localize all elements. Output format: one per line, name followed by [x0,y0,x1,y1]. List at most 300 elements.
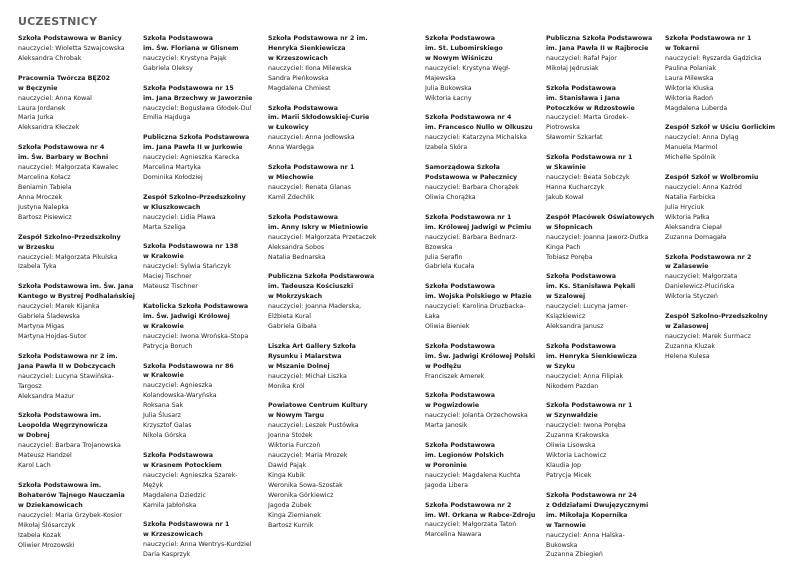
student-name: Weronika Sowa-Szostak [268,481,343,489]
student-name: Aleksandra Ciepał [665,223,722,231]
teacher-line: nauczyciel: Anna Wentrys-Kurdziel [143,541,252,549]
school-name-line: Szkoła Podstawowa nr 15 [143,84,234,92]
school-name-line: Szkoła Podstawowa nr 2 im. [268,35,368,42]
student-name: Anna Mroczek [18,193,63,201]
school-name-line: im. Francesco Nullo w Olkuszu [425,124,533,132]
teacher-line: nauczyciel: Lucyna Stawińska- [18,372,114,380]
school-name-line: w Zalasowej [665,323,709,331]
school-name-line: im. Św. Floriana w Glisnem [143,44,239,52]
school-name-line: Szkoła Podstawowa [425,35,495,42]
school-name-line: Publiczna Szkoła Podstawowa [546,35,653,42]
school-name-line: w Tarnowie [546,521,586,529]
school-entry [143,451,271,511]
student-name: Izabela Kozak [18,531,61,539]
school-name-line: w Krakowie [143,322,184,330]
student-name: Klaudia Jop [546,462,582,470]
school-entry [143,84,271,124]
student-name: Martyna Migas [18,323,65,331]
school-name-line: w Szyku [546,362,575,370]
student-name: Julia Bukowska [425,84,472,92]
student-name: Zuzanna Kluzak [665,342,715,350]
student-name: Oliwier Mrozowski [18,541,75,549]
student-name: Weronika Górkiewicz [268,491,334,499]
teacher-line: nauczyciel: Anna Filipiak [546,372,624,380]
teacher-line: nauczyciel: Lucyna Jamer- [546,303,628,311]
student-name: Justyna Nalepka [18,203,69,211]
student-name: Nikola Górska [143,432,187,440]
student-name: Gabriela Gibała [268,323,317,331]
student-name: Anna Wardęga [268,144,315,152]
student-name: Aleksandra Kłeczek [18,124,80,132]
school-name-line: Zespół Szkolno-Przedszkolny [18,233,121,241]
school-name-line: w Krakowie [143,253,184,261]
student-name: Patrycja Boruch [143,342,193,350]
school-name-line: Pracownia Twórcza BĘZ02 [18,74,111,82]
student-name: Wiktoria Kluska [665,84,714,92]
school-name-line: w Pogwizdowie [425,402,480,410]
student-name: Izabela Tyka [18,263,57,271]
student-name: Zuzanna Domagała [665,233,727,241]
teacher-line: nauczyciel: Barbara Bednarz- [425,233,518,241]
school-name-line: Zespół Placówek Oświatowych [546,213,655,221]
teacher-line: nauczyciel: Jolanta Orzechowska [425,412,528,420]
school-name-line: Zespół Szkół w Uściu Gorlickim [665,124,776,132]
school-entry [18,143,146,223]
school-entry [425,441,553,491]
teacher-line: nauczyciel: Maria Grzybek-Kosior [18,511,123,519]
school-name-line: w Tokarni [665,44,699,52]
school-name-line: Szkoła Podstawowa nr 24 [546,491,637,499]
teacher-line: nauczyciel: Ryszarda Gądzicka [665,54,762,62]
student-name: Mikołaj Jędrusiak [546,64,599,72]
school-name-line: Samorządowa Szkoła [425,164,500,172]
school-name-line: Publiczna Szkoła Podstawowa [143,134,250,142]
student-name: Bartosz Pisiewicz [18,213,72,221]
school-entry [546,213,674,263]
student-name: Aleksandra Janusz [546,323,604,331]
school-name-line: w Łukowicy [268,124,309,132]
school-entry [18,352,146,402]
school-entry [425,501,553,541]
student-name: Oliwia Lisowska [546,442,596,450]
teacher-line: nauczyciel: Joanna Maderska, [268,303,362,311]
school-name-line: im. Anny Iskry w Mietniowie [268,223,369,231]
student-name: Franciszek Amerek [425,372,485,380]
school-name-line: w Zalasewie [665,263,709,271]
teacher-line: nauczyciel: Katarzyna Michalska [425,134,527,142]
teacher-line: nauczyciel: Anna Halska- [546,531,625,539]
student-name: Wiktoria Lachowicz [546,452,607,460]
school-name-line: z Oddziałami Dwujęzycznymi [546,501,649,509]
school-name-line: Szkoła Podstawowa im. Św. Jana [18,283,134,291]
school-entry [143,242,271,292]
student-name: Laura Jordanek [18,104,66,112]
student-name: Elżbieta Kural [268,313,311,321]
teacher-line: nauczyciel: Leszek Pustówka [268,422,359,430]
school-name-line: Katolicka Szkoła Podstawowa [143,302,249,310]
student-name: Marta Szeliga [143,223,186,231]
teacher-line: nauczyciel: Iwona Poręba [546,422,626,430]
student-name: Tobiasz Poręba [546,253,593,261]
teacher-line: nauczyciel: Anna Kowal [18,94,92,102]
school-entry [268,213,396,263]
student-name: Julia Hryciuk [665,203,705,211]
school-name-line: im. Królowej Jadwigi w Pcimiu [425,223,532,231]
school-entry [18,233,146,273]
school-name-line: Szkoła Podstawowa nr 1 [268,164,355,172]
school-name-line: im. Św. Barbary w Bochni [18,154,109,162]
school-name-line: Szkoła Podstawowa [268,213,338,221]
teacher-line: nauczyciel: Marek Surmacz [665,332,751,340]
school-name-line: im. Wł. Orkana w Rabce-Zdroju [425,511,536,519]
teacher-line: nauczyciel: Krystyna Pająk [143,54,227,62]
student-name: Mężyk [143,481,163,489]
teacher-line: nauczyciel: Marta Grodek- [546,114,629,122]
student-name: Roksana Sak [143,402,184,410]
school-name-line: Szkoła Podstawowa nr 138 [143,243,239,251]
school-entry [665,123,793,163]
teacher-line: nauczyciel: Beata Sobczyk [546,174,630,182]
student-name: Julia Serafin [425,253,463,261]
teacher-line: nauczyciel: Barbara Chorążek [425,183,519,191]
teacher-line: nauczyciel: Małgorzata Kawalec [18,164,119,172]
school-name-line: Publiczna Szkoła Podstawowa [268,273,375,281]
student-name: Wiktoria Pałka [665,213,710,221]
student-name: Daria Kasprzyk [143,551,191,559]
school-name-line: im. Św. Jadwigi Królowej [143,312,230,320]
school-name-line: Szkoła Podstawowa w Banicy [18,35,122,42]
school-name-line: w Krakowie [143,372,184,380]
school-name-line: Szkoła Podstawowa im. [18,412,102,420]
student-name: Sandra Pieńkowska [268,74,329,82]
school-entry [425,163,553,203]
student-name: Kamila Jabłońska [143,501,197,509]
student-name: Nikodem Pazdan [546,382,599,390]
student-name: Kamil Zdechlik [268,193,315,201]
school-entry [143,133,271,183]
school-name-line: Szkoła Podstawowa nr 2 [665,253,752,261]
student-name: Kolandowska-Waryńska [143,392,217,400]
teacher-line: nauczyciel: Agnieszka Szarek- [143,471,238,479]
school-entry [665,173,793,243]
student-name: Majewska [425,74,456,82]
school-name-line: Szkoła Podstawowa [425,283,495,291]
school-entry [546,491,674,561]
student-name: Danielewicz-Plucińska [665,283,735,291]
teacher-line: nauczyciel: Anna Jodłowska [268,134,355,142]
student-name: Emilia Hajduga [143,114,191,122]
student-name: Oliwia Bieniek [425,323,470,331]
school-name-line: Zespół Szkół w Wolbromiu [665,174,759,182]
teacher-line: nauczyciel: Małgorzata Przetaczek [268,233,377,241]
teacher-line: nauczyciel: Michał Liszka [268,372,347,380]
student-name: Magdalena Luberda [665,104,728,112]
school-name-line: w Krzeszowicach [143,531,203,539]
school-entry [425,213,553,273]
student-name: Helena Kulesa [665,352,710,360]
student-name: Michelle Spólnik [665,154,716,162]
school-name-line: w Szynwałdzie [546,412,598,420]
school-name-line: im. Św. Jadwigi Królowej Polski [425,352,536,360]
student-name: Magdalena Chmiest [268,84,331,92]
teacher-line: nauczyciel: Lidia Pława [143,213,216,221]
participants-column [665,34,793,372]
school-entry [546,34,674,74]
student-name: Targosz [18,382,42,390]
student-name: Oliwia Chorążka [425,193,476,201]
school-entry [143,34,271,74]
school-name-line: im. Jana Brzechwy w Jaworznie [143,94,253,102]
school-name-line: w Podłężu [425,362,462,370]
school-name-line: Szkoła Podstawowa [425,392,495,400]
school-entry [425,34,553,104]
participants-column [143,34,271,570]
teacher-line: nauczyciel: Krystyna Węgł- [425,64,511,72]
teacher-line: nauczyciel: Wioletta Szwajcowska [18,44,125,52]
student-name: Joanna Stożek [268,432,313,440]
school-name-line: Szkoła Podstawowa [268,104,338,112]
student-name: Jagoda Zubek [268,501,312,509]
school-name-line: Szkoła Podstawowa [546,84,616,92]
student-name: Paulina Polaniak [665,64,716,72]
school-entry [143,302,271,352]
school-name-line: Powiatowe Centrum Kultury [268,402,368,410]
school-name-line: Szkoła Podstawowa nr 2 im. [18,352,118,360]
teacher-line: nauczyciel: Małgorzata [665,273,738,281]
page-title: UCZESTNICY [18,15,98,28]
school-name-line: Szkoła Podstawowa nr 2 [425,501,512,509]
student-name: Aleksandra Mazur [18,392,75,400]
student-name: Ksiązkiewicz [546,313,586,321]
school-name-line: w Poroninie [425,461,467,469]
school-name-line: Zespół Szkolno-Przedszkolny [665,313,768,321]
school-name-line: Szkoła Podstawowa [546,273,616,281]
student-name: Wiktoria Łacny [425,94,472,102]
teacher-line: nauczyciel: Anna Dyląg [665,134,739,142]
school-name-line: im. Mikołaja Kopernika [546,511,628,519]
school-entry [268,401,396,530]
student-name: Julia Ślusarz [143,412,181,420]
student-name: Dawid Pająk [268,462,307,470]
student-name: Kinga Kubik [268,472,305,479]
school-entry [18,74,146,134]
school-name-line: Szkoła Podstawowa nr 1 [143,521,230,529]
student-name: Karol Lach [18,462,51,470]
participants-column [546,34,674,570]
school-name-line: Potoczków w Rdzostowie [546,104,635,112]
school-name-line: Szkoła Podstawowa nr 4 [18,144,105,152]
school-entry [18,34,146,64]
student-name: Maciej Tischner [143,273,192,281]
teacher-line: nauczyciel: Małgorzata Pikulska [18,253,118,261]
school-name-line: im. Stanisława i Jana [546,94,621,102]
school-name-line: Szkoła Podstawowa [546,342,616,350]
school-name-line: im. Wojska Polskiego w Płazie [425,293,532,301]
school-name-line: w Bęczynie [18,84,58,92]
school-name-line: w Krzeszowicach [268,54,328,62]
school-name-line: Szkoła Podstawowa nr 86 [143,362,234,370]
school-name-line: w Nowym Targu [268,412,325,420]
student-name: Aleksandra Chrobak [18,54,82,62]
teacher-line: nauczyciel: Sylwia Stańczyk [143,263,231,271]
teacher-line: nauczyciel: Iwona Wrońska-Stopa [143,332,249,340]
school-name-line: Szkoła Podstawowa nr 1 [425,213,512,221]
student-name: Kinga Pach [546,243,581,251]
school-name-line: im. Henryka Sienkiewicza [546,352,637,360]
school-name-line: w Mszanie Dolnej [268,362,330,370]
school-name-line: w Brzesku [18,243,55,251]
school-name-line: Liszka Art Gallery Szkoła [268,342,356,350]
teacher-line: nauczyciel: Bogusława Głodek-Dul [143,104,252,112]
student-name: Bzowska [425,243,453,251]
school-entry [546,342,674,392]
teacher-line: nauczyciel: Barbara Trojanowska [18,442,121,450]
student-name: Wiktoria Styczeń [665,293,718,301]
student-name: Gabriela Śladewska [18,313,80,321]
student-name: Kinga Ziemianek [268,511,321,519]
school-entry [425,113,553,153]
teacher-line: nauczyciel: Joanna Jaworz-Dutka [546,233,649,241]
school-entry [143,193,271,233]
school-name-line: Szkoła Podstawowa nr 1 [546,402,633,410]
school-entry [268,163,396,203]
teacher-line: nauczyciel: Karolina Druzbacka- [425,303,526,311]
teacher-line: nauczyciel: Maria Mrozek [268,452,348,460]
student-name: Łaka [425,313,440,321]
student-name: Mateusz Handzel [18,452,72,460]
school-entry [268,272,396,332]
teacher-line: nauczyciel: Ilona Milewska [268,64,352,72]
school-entry [268,104,396,154]
student-name: Natalia Farbicka [665,193,716,201]
participants-column [268,34,396,541]
school-entry [18,411,146,471]
school-name-line: Jana Pawła II w Dobczycach [18,362,116,370]
school-name-line: w Dobrej [18,432,50,440]
school-name-line: Szkoła Podstawowa [143,35,213,42]
school-name-line: w Nowym Wiśniczu [425,54,493,62]
teacher-line: nauczyciel: Agnieszka Karecka [143,154,240,162]
student-name: Mateusz Tischner [143,283,198,291]
student-name: Piotrowska [546,124,580,132]
teacher-line: nauczyciel: Rafał Pajor [546,54,617,62]
school-name-line: w Słopnicach [546,223,593,231]
participants-column [425,34,553,550]
school-entry [143,520,271,560]
school-entry [425,282,553,332]
school-name-line: Kantego w Bystrej Podhalańskiej [18,293,135,301]
teacher-line: nauczyciel: Renata Glanas [268,183,352,191]
teacher-line: nauczyciel: Magdalena Kuchta [425,471,521,479]
student-name: Manuela Marmol [665,144,718,152]
school-entry [546,153,674,203]
student-name: Patrycja Micek [546,472,592,479]
school-name-line: Szkoła Podstawowa [143,451,213,459]
school-name-line: Szkoła Podstawowa [425,342,495,350]
teacher-line: nauczyciel: Małgorzata Tatoń [425,521,517,529]
student-name: Maria Jurka [18,114,54,122]
school-name-line: Szkoła Podstawowa nr 4 [425,114,512,122]
school-entry [546,401,674,481]
school-name-line: w Szalowej [546,293,586,301]
school-name-line: Rysunku i Malarstwa [268,352,342,360]
school-entry [425,342,553,382]
school-name-line: w Miechowie [268,174,314,182]
school-entry [665,253,793,303]
school-entry [268,342,396,392]
school-entry [18,481,146,551]
participants-column [18,34,146,560]
teacher-line: nauczyciel: Agnieszka [143,382,213,390]
school-name-line: Szkoła Podstawowa [425,441,495,449]
teacher-line: nauczyciel: Anna Kaźród [665,183,742,191]
student-name: Hanna Kucharczyk [546,183,605,191]
school-name-line: Bohaterów Tajnego Nauczania [18,491,125,499]
student-name: Wiktoria Furczoń [268,442,321,450]
student-name: Wiktoria Radoń [665,94,713,102]
school-name-line: w Kluszkowcach [143,203,201,211]
school-entry [665,34,793,114]
student-name: Martyna Hojdas-Sutor [18,332,87,340]
school-name-line: im. Tadeusza Kościuszki [268,283,354,291]
student-name: Jagoda Libera [425,481,468,489]
school-name-line: im. Ks. Stanisława Pękali [546,283,636,291]
school-entry [268,34,396,94]
student-name: Marcelina Nawara [425,531,482,539]
school-entry [546,84,674,144]
school-name-line: Zespół Szkolno-Przedszkolny [143,193,246,201]
school-name-line: Szkoła Podstawowa nr 1 [665,35,752,42]
school-name-line: Szkoła Podstawowa nr 1 [546,154,633,162]
student-name: Laura Milewska [665,74,714,82]
student-name: Izabela Skóra [425,144,468,152]
student-name: Monika Król [268,382,305,390]
school-name-line: im. Marii Skłodowskiej-Curie [268,114,370,122]
school-entry [143,362,271,442]
school-name-line: im. St. Lubomirskiego [425,44,503,52]
school-name-line: im. Jana Pawła II w Rajbrocie [546,44,649,52]
school-name-line: Szkoła Podstawowa im. [18,481,102,489]
school-entry [665,312,793,362]
student-name: Natalia Bednarska [268,253,326,261]
school-name-line: im. Jana Pawła II w Jurkowie [143,144,243,152]
school-entry [546,272,674,332]
student-name: Marcelina Kołacz [18,174,71,182]
school-name-line: im. Legionów Polskich [425,451,504,459]
student-name: Beniamin Tabiela [18,183,72,191]
student-name: Jakub Kowal [546,193,584,201]
student-name: Magdalena Dziedzic [143,491,206,499]
student-name: Aleksandra Sobos [268,243,325,251]
student-name: Marcelina Martyka [143,164,201,172]
student-name: Sławomir Szkarłat [546,134,603,142]
school-name-line: Henryka Sienkiewicza [268,44,346,52]
student-name: Marta Janosik [425,422,468,430]
student-name: Gabriela Kucała [425,263,475,271]
school-name-line: w Skawinie [546,164,586,172]
school-name-line: w Krasnem Potockiem [143,461,222,469]
student-name: Bartosz Kurnik [268,521,314,529]
school-name-line: Podstawowa w Pałecznicy [425,174,518,182]
student-name: Zuzanna Krakowska [546,432,609,440]
student-name: Zuzanna Zbiegień [546,551,603,559]
student-name: Gabriela Oleksy [143,64,193,72]
student-name: Mikołaj Ślósarczyk [18,521,76,529]
teacher-line: nauczyciel: Marek Kijanka [18,303,100,311]
student-name: Dominika Kołodziej [143,174,203,182]
school-name-line: w Dziekanowicach [18,501,83,509]
student-name: Bukowska [546,541,578,549]
